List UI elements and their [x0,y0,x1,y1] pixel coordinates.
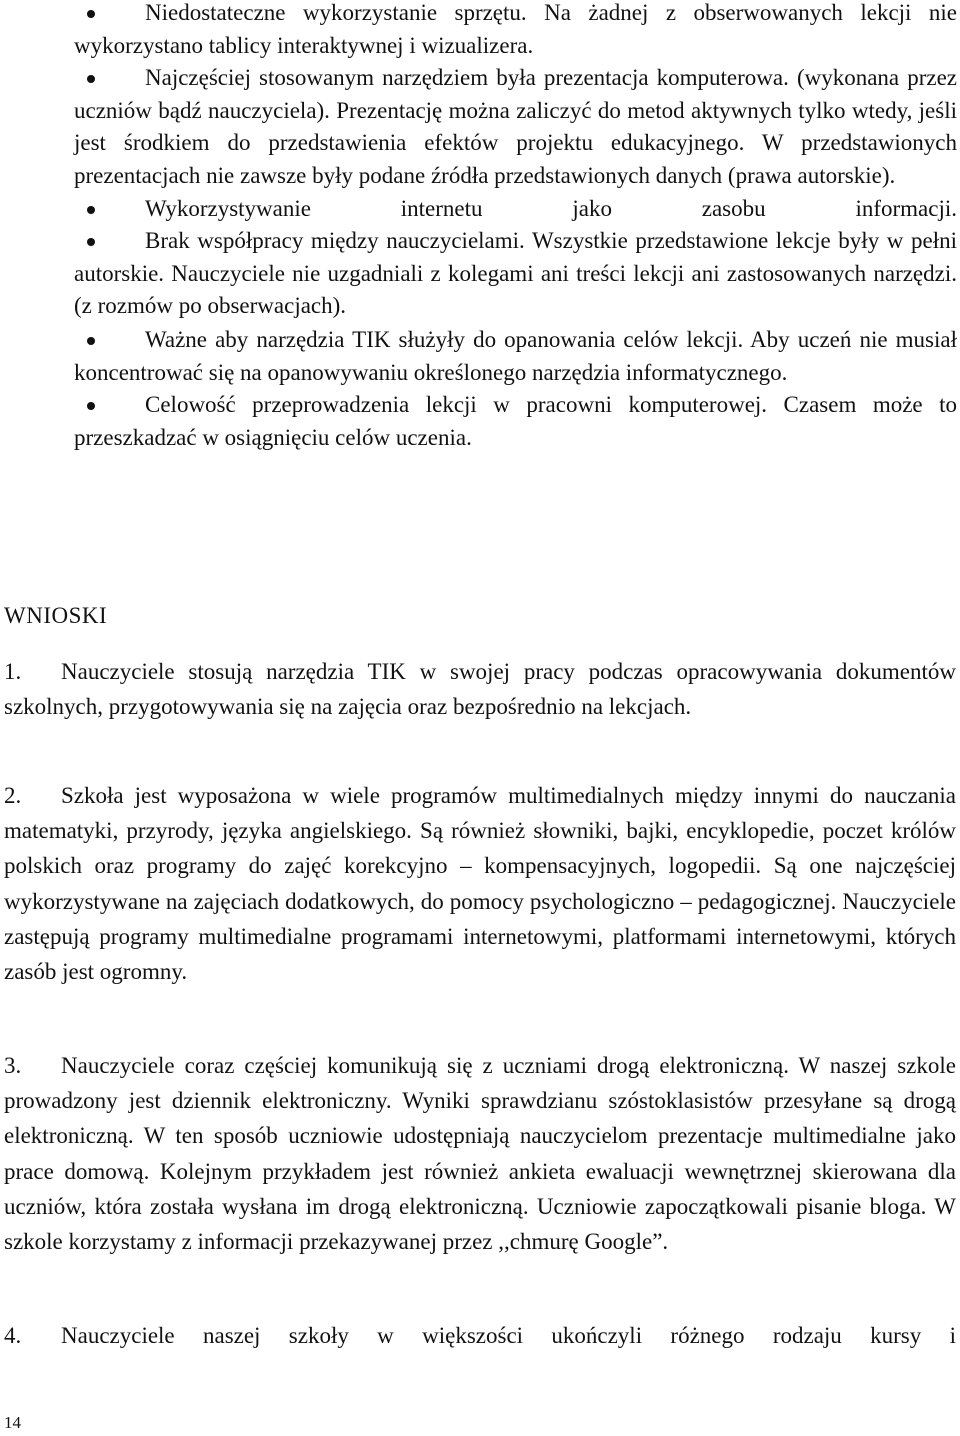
list-item [74,389,957,454]
list-item-text: Celowość przeprowadzenia lekcji w pracowni komputerowej. Czasem może to przeszkadzać w osiągnięciu celów uczenia. [74,392,957,450]
conclusion-item [4,1318,956,1353]
list-item-text: Wykorzystywanie internetu jako zasobu informacji. [145,195,957,221]
list-item [74,0,957,62]
conclusion-text: Nauczyciele stosują narzędzia TIK w swojej pracy podczas opracowywania dokumentów szkolnych, przygotowywania się na zajęcia oraz bezpośrednio na lekcjach. [4,659,956,720]
bullet-icon [87,238,95,246]
list-item [74,225,957,323]
conclusion-text: Nauczyciele coraz częściej komunikują się z uczniami drogą elektroniczną. W naszej szkole prowadzony jest dziennik elektroniczny. Wyniki sprawdzianu szóstoklasistów przesyłane są drogą elektroniczną. W ten sposób uczniowie udostępniają nauczycielom prezentacje multimedialne jako prace domową. Kolejnym przykładem jest również ankieta ewaluacji wewnętrznej skierowana dla uczniów, która została wysłana im drogą elektroniczną. Uczniowie zapoczątkowali pisanie bloga. W szkole korzystamy z informacji przekazywanej przez ,,chmurę Google”. [4,1053,956,1255]
list-item [74,324,957,389]
conclusion-item [4,1048,956,1259]
conclusion-number: 3. [4,1053,22,1078]
bullet-icon [87,10,95,18]
bullet-icon [87,206,95,214]
observation-bullet-list [74,0,957,454]
bullet-icon [87,337,95,345]
bullet-icon [87,402,95,410]
conclusion-item [4,654,956,724]
conclusion-number: 2. [4,783,22,808]
list-item-text: Brak współpracy między nauczycielami. Wszystkie przedstawione lekcje były w pełni autorskie. Nauczyciele nie uzgadniali z kolegami ani treści lekcji ani zastosowanych narzędzi. (z rozmów po obserwacjach). [74,228,957,319]
list-item-text: Niedostateczne wykorzystanie sprzętu. Na żadnej z obserwowanych lekcji nie wykorzystano tablicy interaktywnej i wizualizera. [74,0,957,58]
list-item-text: Najczęściej stosowanym narzędziem była prezentacja komputerowa. (wykonana przez uczniów bądź nauczyciela). Prezentację można zaliczyć do metod aktywnych tylko wtedy, jeśli jest środkiem do przedstawienia efektów projektu edukacyjnego. W przedstawionych prezentacjach nie zawsze były podane źródła przedstawionych danych (prawa autorskie). [74,65,957,188]
section-title: WNIOSKI [4,603,108,628]
list-item-text: Ważne aby narzędzia TIK służyły do opanowania celów lekcji. Aby uczeń nie musiał koncentrować się na opanowywaniu określonego narzędzia informatycznego. [74,326,957,385]
conclusion-number: 1. [4,659,22,684]
conclusion-item [4,778,956,989]
list-item [74,62,957,192]
conclusion-text: Szkoła jest wyposażona w wiele programów multimedialnych między innymi do nauczania matematyki, przyrody, języka angielskiego. Są również słowniki, bajki, encyklopedie, poczet królów polskich oraz programy do zajęć korekcyjno – kompensacyjnych, logopedii. Są one najczęściej wykorzystywane na zajęciach dodatkowych, do pomocy psychologiczno – pedagogicznej. Nauczyciele zastępują programy multimedialne programami internetowymi, platformami internetowymi, których zasób jest ogromny. [4,783,956,985]
list-item [74,193,957,226]
page-number: 14 [4,1413,21,1432]
conclusion-number: 4. [4,1323,22,1348]
conclusion-text: Nauczyciele naszej szkoły w większości ukończyli różnego rodzaju kursy i [61,1323,956,1348]
bullet-icon [87,75,95,83]
